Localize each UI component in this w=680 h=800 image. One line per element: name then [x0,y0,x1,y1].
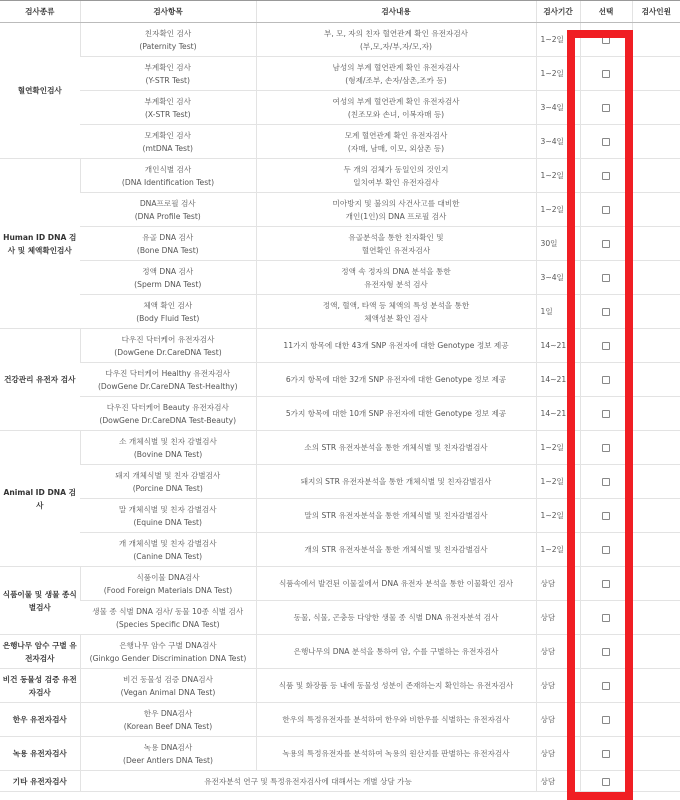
select-cell [580,465,632,499]
content-cell [256,465,536,499]
person-cell [632,567,680,601]
content-cell [256,261,536,295]
select-cell [580,57,632,91]
select-cell [580,601,632,635]
header-content: 검사내용 [256,1,536,23]
period-cell: 상담 [536,771,580,792]
person-cell [632,23,680,57]
table-row [0,23,680,57]
content-cell [256,737,536,771]
item-text: (DowGene Dr.CareDNA Test) [114,347,222,357]
select-cell [580,703,632,737]
period-cell: 상담 [536,669,580,703]
content-text: 여성의 부계 혈연관계 확인 유전자검사 [332,96,460,106]
header-period: 검사기간 [536,1,580,23]
select-cell [580,771,632,792]
item-text: 녹용 DNA검사 [143,742,193,752]
person-cell [632,669,680,703]
select-checkbox[interactable] [602,546,610,554]
category-cell: 혈연확인검사 [0,23,80,159]
person-cell [632,771,680,792]
item-text: 말 개체식별 및 친자 감별검사 [118,504,217,514]
select-checkbox[interactable] [602,274,610,282]
person-cell [632,91,680,125]
item-text: 다우진 닥터케어 Beauty 유전자검사 [106,402,229,412]
table-row [0,159,680,193]
person-cell [632,125,680,159]
header-item: 검사항목 [80,1,256,23]
select-checkbox[interactable] [602,648,610,656]
content-text: 한우의 특정유전자를 분석하여 한우와 비한우를 식별하는 유전자검사 [282,715,510,724]
item-text: (Equine DNA Test) [133,517,202,527]
period-cell: 상담 [536,635,580,669]
item-cell [80,397,256,431]
category-cell: 기타 유전자검사 [0,771,80,792]
select-cell [580,397,632,431]
content-cell [256,533,536,567]
content-text: (친조모와 손녀, 이복자매 등) [347,109,445,119]
select-cell [580,91,632,125]
table-row [0,635,680,669]
item-text: 한우 DNA검사 [143,708,193,718]
item-text: 개 개체식별 및 친자 감별검사 [118,538,217,548]
period-cell: 1~2일 [536,57,580,91]
item-text: (Ginkgo Gender Discrimination DNA Test) [89,653,247,663]
item-text: 개인식별 검사 [144,164,192,174]
item-cell [80,159,256,193]
table-row [0,669,680,703]
table-row [0,499,680,533]
item-text: (Paternity Test) [139,41,197,51]
item-text: 다우진 닥터케어 Healthy 유전자검사 [105,368,231,378]
select-checkbox[interactable] [602,444,610,452]
select-cell [580,533,632,567]
content-text: 정액, 혈액, 타액 등 체액의 특성 분석을 통한 [322,300,470,310]
item-cell [80,91,256,125]
period-cell: 3~4일 [536,125,580,159]
content-cell [256,227,536,261]
item-text: 다우진 닥터케어 유전자검사 [121,334,215,344]
content-cell [256,57,536,91]
content-text: 개의 STR 유전자분석을 통한 개체식별 및 친자감별검사 [304,545,488,554]
select-checkbox[interactable] [602,716,610,724]
content-text: 11가지 항목에 대한 43개 SNP 유전자에 대한 Genotype 정보 제공 [283,341,509,350]
content-cell [256,635,536,669]
content-cell [256,91,536,125]
person-cell [632,261,680,295]
item-text: (X-STR Test) [144,109,191,119]
content-cell [256,295,536,329]
item-text: 부계확인 검사 [144,96,191,106]
item-text: 은행나무 암수 구별 DNA검사 [119,640,217,650]
item-text: (Y-STR Test) [145,75,190,85]
select-checkbox[interactable] [602,376,610,384]
select-checkbox[interactable] [602,478,610,486]
select-checkbox[interactable] [602,36,610,44]
select-checkbox[interactable] [602,240,610,248]
select-checkbox[interactable] [602,750,610,758]
item-cell [80,737,256,771]
select-cell [580,567,632,601]
table-row [0,397,680,431]
content-text: 정액 속 정자의 DNA 분석을 통한 [341,266,451,276]
period-cell: 1~2일 [536,431,580,465]
content-text: (형제/조부, 손자/삼촌,조카 등) [345,75,447,85]
content-text: 모계 혈연관계 확인 유전자검사 [344,130,448,140]
category-cell: 건강관리 유전자 검사 [0,329,80,431]
content-text: 녹용의 특정유전자를 분석하여 녹용의 원산지를 판별하는 유전자검사 [282,749,510,758]
item-text: 부계확인 검사 [144,62,191,72]
item-cell [80,635,256,669]
item-text: 돼지 개체식별 및 친자 감별검사 [115,470,221,480]
person-cell [632,601,680,635]
select-checkbox[interactable] [602,342,610,350]
person-cell [632,329,680,363]
item-text: 유전자분석 연구 및 특정유전자검사에 대해서는 개별 상담 가능 [204,776,412,786]
period-cell: 1~2일 [536,23,580,57]
item-text: 정액 DNA 검사 [142,266,194,276]
table-row [0,533,680,567]
item-text: 식품이물 DNA검사 [136,572,200,582]
item-text: (Body Fluid Test) [136,313,200,323]
content-text: 일치여부 확인 유전자검사 [353,177,439,187]
item-text: (Porcine DNA Test) [132,483,203,493]
period-cell: 1~2일 [536,193,580,227]
item-text: (Bone DNA Test) [136,245,199,255]
content-cell [256,499,536,533]
person-cell [632,431,680,465]
person-cell [632,737,680,771]
item-text: (Sperm DNA Test) [134,279,202,289]
content-text: 유골분석을 통한 친자확인 및 [348,232,444,242]
select-checkbox[interactable] [602,410,610,418]
table-row [0,261,680,295]
item-text: (Bovine DNA Test) [133,449,203,459]
person-cell [632,397,680,431]
item-cell [80,227,256,261]
select-cell [580,23,632,57]
select-checkbox[interactable] [602,580,610,588]
person-cell [632,57,680,91]
item-cell [80,57,256,91]
person-cell [632,363,680,397]
category-cell: 녹용 유전자검사 [0,737,80,771]
item-text: 모계확인 검사 [144,130,191,140]
content-text: 돼지의 STR 유전자분석을 통한 개체식별 및 친자감별검사 [300,477,492,486]
category-cell: Human ID DNA 검사 및 체액확인검사 [0,159,80,329]
person-cell [632,193,680,227]
item-text: (DNA Profile Test) [134,211,201,221]
select-cell [580,193,632,227]
person-cell [632,465,680,499]
category-cell: 비건 동물성 검증 유전자검사 [0,669,80,703]
item-text: (Vegan Animal DNA Test) [120,687,216,697]
content-text: 말의 STR 유전자분석을 통한 개체식별 및 친자감별검사 [304,511,488,520]
header-row [0,1,680,23]
content-cell [256,567,536,601]
table-row [0,771,680,792]
person-cell [632,159,680,193]
table-row [0,193,680,227]
item-cell [80,329,256,363]
person-cell [632,499,680,533]
item-text: 생물 종 식별 DNA 검사/ 동물 10종 식별 검사 [92,606,244,616]
select-checkbox[interactable] [602,70,610,78]
select-cell [580,261,632,295]
period-cell: 14~21일 [536,397,580,431]
person-cell [632,533,680,567]
item-cell [80,431,256,465]
select-checkbox[interactable] [602,682,610,690]
category-cell: Animal ID DNA 검사 [0,431,80,567]
content-text: 소의 STR 유전자분석을 통한 개체식별 및 친자감별검사 [304,443,488,452]
item-text: 유골 DNA 검사 [142,232,194,242]
select-checkbox[interactable] [602,614,610,622]
content-text: (자매, 남매, 이모, 외삼촌 등) [347,143,445,153]
item-text: (Korean Beef DNA Test) [123,721,213,731]
item-cell [80,125,256,159]
item-cell [80,295,256,329]
content-cell [256,23,536,57]
content-text: 6가지 항목에 대한 32개 SNP 유전자에 대한 Genotype 정보 제공 [285,375,507,384]
person-cell [632,227,680,261]
category-cell: 식품이물 및 생물 종식별검사 [0,567,80,635]
select-checkbox[interactable] [602,778,610,786]
category-cell: 은행나무 암수 구별 유전자검사 [0,635,80,669]
table-row [0,91,680,125]
period-cell: 1일 [536,295,580,329]
item-text: (DNA Identification Test) [121,177,215,187]
period-cell: 14~21일 [536,329,580,363]
table-row [0,465,680,499]
period-cell: 14~21일 [536,363,580,397]
table-row [0,737,680,771]
period-cell: 상담 [536,703,580,737]
content-cell [256,601,536,635]
select-cell [580,499,632,533]
item-text: 비건 동물성 검증 DNA검사 [123,674,213,684]
item-cell [80,193,256,227]
person-cell [632,295,680,329]
item-text: (DowGene Dr.CareDNA Test-Healthy) [97,381,238,391]
content-cell [256,159,536,193]
select-cell [580,669,632,703]
item-cell [80,499,256,533]
select-cell [580,159,632,193]
content-text: 미아방지 및 불의의 사건사고를 대비한 [332,198,460,208]
content-text: 두 개의 검체가 동일인의 것인지 [343,164,449,174]
content-text: 5가지 항목에 대한 10개 SNP 유전자에 대한 Genotype 정보 제공 [285,409,507,418]
content-text: 남성의 부계 혈연관계 확인 유전자검사 [332,62,460,72]
table-row [0,601,680,635]
table-row [0,125,680,159]
item-text: (Canine DNA Test) [133,551,203,561]
period-cell: 3~4일 [536,261,580,295]
item-cell [80,601,256,635]
table-row [0,329,680,363]
select-cell [580,295,632,329]
content-cell [256,703,536,737]
item-text: (DowGene Dr.CareDNA Test-Beauty) [99,415,237,425]
item-cell [80,703,256,737]
content-text: 부, 모, 자의 친자 혈연관계 확인 유전자검사 [323,28,468,38]
item-text: (Food Foreign Materials DNA Test) [103,585,233,595]
table-row [0,227,680,261]
item-cell [80,465,256,499]
content-cell [256,329,536,363]
item-text: (Species Specific DNA Test) [115,619,220,629]
item-cell [80,363,256,397]
person-cell [632,703,680,737]
select-cell [580,227,632,261]
content-cell [256,431,536,465]
select-cell [580,329,632,363]
content-text: 식품속에서 발견된 이물질에서 DNA 유전자 분석을 통한 이물확인 검사 [278,579,514,588]
content-cell [256,193,536,227]
header-category: 검사종류 [0,1,80,23]
table-row [0,295,680,329]
period-cell: 상담 [536,737,580,771]
period-cell: 상담 [536,567,580,601]
period-cell: 1~2일 [536,499,580,533]
select-cell [580,737,632,771]
table-row [0,703,680,737]
table-row [0,431,680,465]
period-cell: 1~2일 [536,533,580,567]
table-row [0,57,680,91]
period-cell: 3~4일 [536,91,580,125]
item-text: (mtDNA Test) [142,143,193,153]
content-text: 식품 및 화장품 등 내에 동물성 성분이 존재하는지 확인하는 유전자검사 [278,681,514,690]
select-cell [580,363,632,397]
content-text: 혈연확인 유전자검사 [361,245,431,255]
table-row [0,363,680,397]
item-text: 소 개체식별 및 친자 감별검사 [119,436,217,446]
period-cell: 상담 [536,601,580,635]
item-text: DNA프로필 검사 [139,198,196,208]
person-cell [632,635,680,669]
content-text: 개인(1인)의 DNA 프로필 검사 [345,211,447,221]
content-text: 체액성분 확인 검사 [364,313,428,323]
select-checkbox[interactable] [602,206,610,214]
period-cell: 30일 [536,227,580,261]
item-cell [80,261,256,295]
period-cell: 1~2일 [536,159,580,193]
content-cell [256,669,536,703]
select-cell [580,125,632,159]
select-checkbox[interactable] [602,104,610,112]
item-cell [80,567,256,601]
content-cell [256,363,536,397]
item-text: 친자확인 검사 [144,28,192,38]
select-checkbox[interactable] [602,172,610,180]
content-cell [256,397,536,431]
content-cell [256,125,536,159]
select-checkbox[interactable] [602,138,610,146]
content-text: (부,모,자/부,자/모,자) [359,41,433,51]
item-cell [80,533,256,567]
content-text: 유전자형 분석 검사 [364,279,428,289]
content-text: 은행나무의 DNA 분석을 통하여 암, 수를 구별하는 유전자검사 [293,647,499,656]
item-cell [80,669,256,703]
period-cell: 1~2일 [536,465,580,499]
content-text: 동물, 식물, 곤충등 다양한 생물 종 식별 DNA 유전자분석 검사 [293,613,499,622]
select-checkbox[interactable] [602,512,610,520]
category-cell: 한우 유전자검사 [0,703,80,737]
header-select: 선택 [580,1,632,23]
item-cell [80,23,256,57]
item-cell [80,771,536,792]
header-person: 검사인원 [632,1,680,23]
select-cell [580,431,632,465]
table-row [0,567,680,601]
select-checkbox[interactable] [602,308,610,316]
item-text: (Deer Antlers DNA Test) [122,755,213,765]
item-text: 체액 확인 검사 [143,300,193,310]
select-cell [580,635,632,669]
